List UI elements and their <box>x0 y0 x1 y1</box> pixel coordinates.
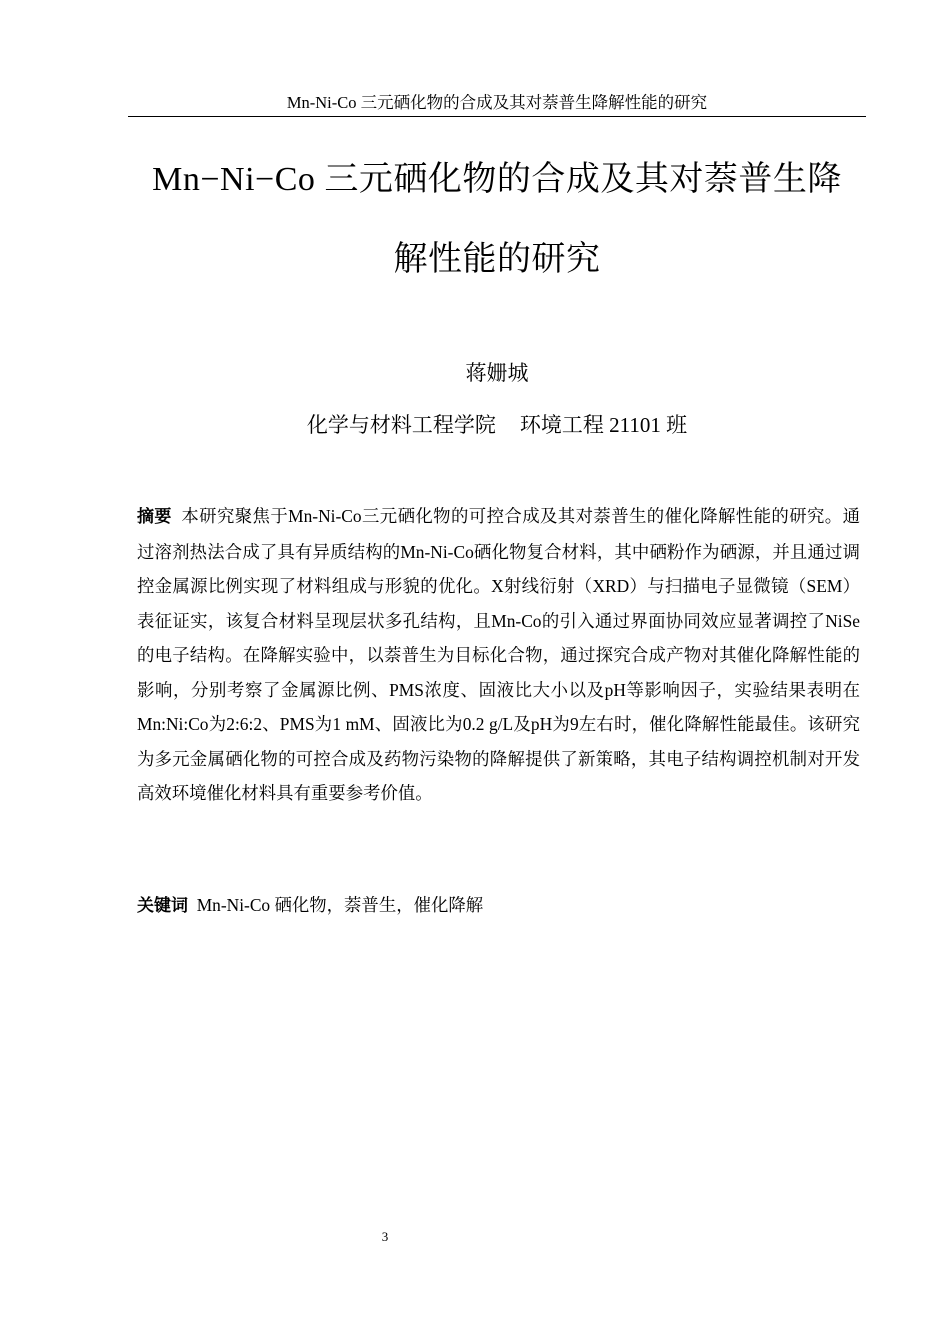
affiliation-class: 环境工程 21101 班 <box>519 413 688 437</box>
title-line-1: Mn−Ni−Co 三元硒化物的合成及其对萘普生降 <box>152 161 842 198</box>
keywords-text: Mn-Ni-Co 硒化物，萘普生，催化降解 <box>196 895 484 915</box>
title-line-2: 解性能的研究 <box>393 241 601 278</box>
header-rule <box>128 116 866 117</box>
affiliation-school: 化学与材料工程学院 <box>306 413 496 437</box>
paper-title <box>128 140 866 300</box>
abstract-label: 摘要 <box>137 507 172 527</box>
keywords-label: 关键词 <box>137 896 188 916</box>
running-header: Mn-Ni-Co 三元硒化物的合成及其对萘普生降解性能的研究 <box>286 93 708 112</box>
abstract <box>137 499 860 811</box>
author-name: 蒋姗城 <box>465 361 529 385</box>
page-number: 3 <box>381 1229 389 1244</box>
abstract-text: 本研究聚焦于Mn-Ni-Co三元硒化物的可控合成及其对萘普生的催化降解性能的研究。通过溶剂热法合成了具有异质结构的Mn-Ni-Co硒化物复合材料，其中硒粉作为硒源，并且通过调控金属源比例实现了材料组成与形貌的优化。X射线衍射（XRD）与扫描电子显微镜（SEM）表征证实，该复合材料呈现层状多孔结构，且Mn-Co的引入通过界面协同效应显著调控了NiSe的电子结构。在降解实验中，以萘普生为目标化合物，通过探究合成产物对其催化降解性能的影响，分别考察了金属源比例、PMS浓度、固液比大小以及pH等影响因子，实验结果表明在Mn:Ni:Co为2:6:2、PMS为1 mM、固液比为0.2 g/L及pH为9左右时，催化降解性能最佳。该研究为多元金属硒化物的可控合成及药物污染物的降解提供了新策略，其电子结构调控机制对开发高效环境催化材料具有重要参考价值。 <box>137 506 860 803</box>
keywords <box>137 888 860 924</box>
affiliation <box>128 410 866 440</box>
